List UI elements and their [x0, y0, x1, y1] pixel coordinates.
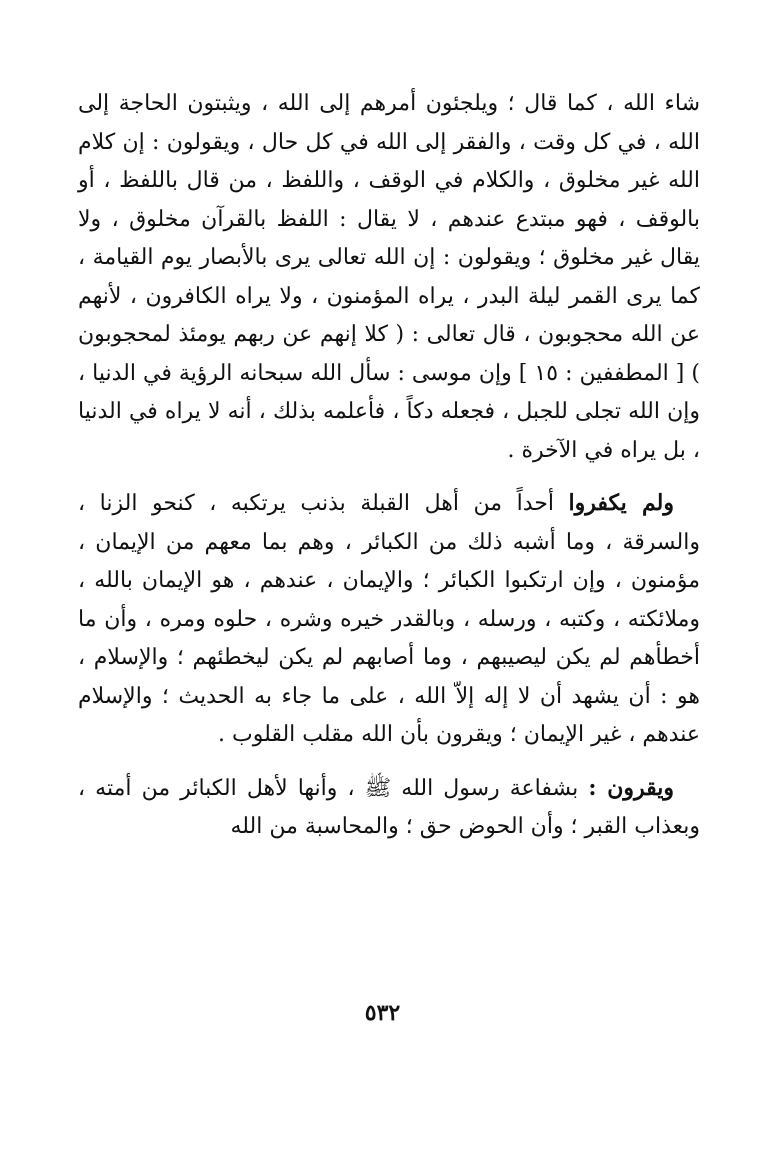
paragraph-1-text: شاء الله ، كما قال ؛ ويلجئون أمرهم إلى الله ، ويثبتون الحاجة إلى الله ، في كل وقت ، والفقر إلى الله في كل حال ، ويقولون : إن كلام الله غير مخلوق ، والكلام في الوقف ، واللفظ ، من قال باللفظ ، أو بالوقف ، فهو مبتدع عندهم ، لا يقال : اللفظ بالقرآن مخلوق ، ولا يقال غير مخلوق ؛ ويقولون : إن الله تعالى يرى بالأبصار يوم القيامة ، كما يرى القمر ليلة البدر ، يراه المؤمنون ، ولا يراه الكافرون ، لأنهم عن الله محجوبون ، قال تعالى : ( كلا إنهم عن ربهم يومئذ لمحجوبون ) [ المطففين : ١٥ ] وإن موسى : سأل الله سبحانه الرؤية في الدنيا ، وإن الله تجلى للجبل ، فجعله دكاً ، فأعلمه بذلك ، أنه لا يراه في الدنيا ، بل يراه في الآخرة . [78, 91, 700, 463]
paragraph-3-lead: ويقرون : [588, 774, 674, 801]
paragraph-1 [78, 84, 700, 470]
paragraph-3 [78, 769, 700, 847]
paragraph-3-text: بشفاعة رسول الله ﷺ ، وأنها لأهل الكبائر من أمته ، وبعذاب القبر ؛ وأن الحوض حق ؛ والمحاسبة من الله [78, 775, 700, 839]
page-number: ٥٣٢ [364, 1000, 401, 1026]
page-body [78, 84, 700, 847]
paragraph-2-lead: ولم يكفروا [568, 490, 674, 516]
paragraph-2 [78, 484, 700, 755]
paragraph-2-text: أحداً من أهل القبلة بذنب يرتكبه ، كنحو الزنا ، والسرقة ، وما أشبه ذلك من الكبائر ، وهم بما معهم من الإيمان ، مؤمنون ، وإن ارتكبوا الكبائر ؛ والإيمان ، عندهم ، هو الإيمان بالله ، وملائكته ، وكتبه ، ورسله ، وبالقدر خيره وشره ، حلوه ومره ، وأن ما أخطأهم لم يكن ليصيبهم ، وما أصابهم لم يكن ليخطئهم ؛ والإسلام ، هو : أن يشهد أن لا إله إلاّ الله ، على ما جاء به الحديث ؛ والإسلام عندهم ، غير الإيمان ؛ ويقرون بأن الله مقلب القلوب . [78, 491, 700, 747]
